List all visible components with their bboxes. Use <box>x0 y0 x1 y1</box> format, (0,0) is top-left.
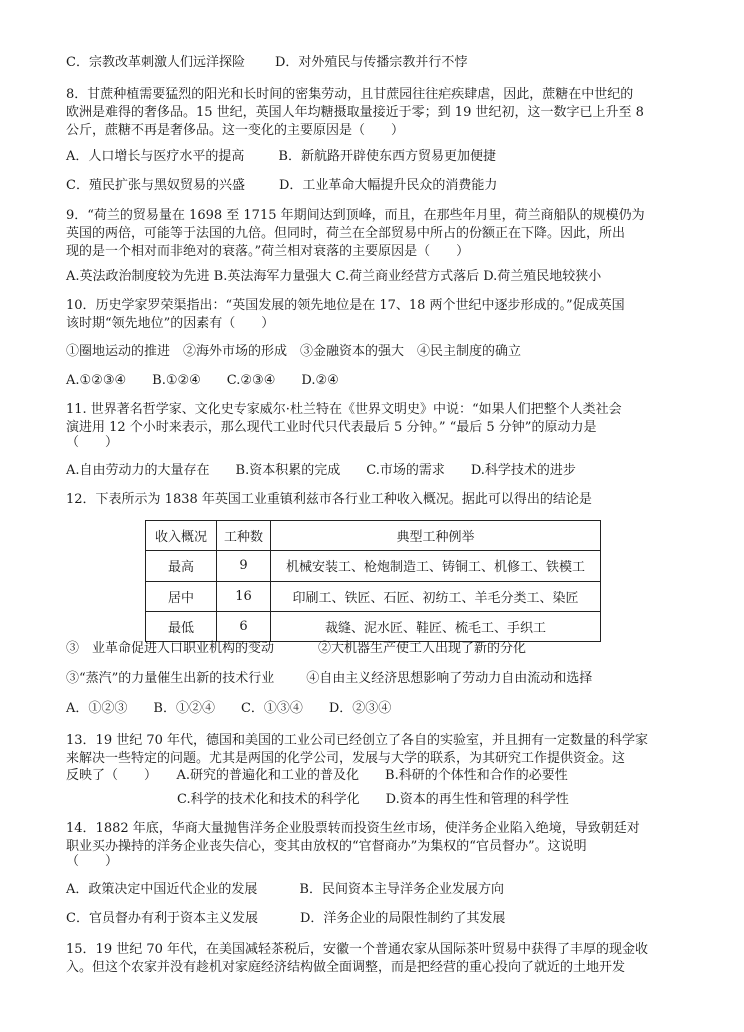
table-cell: 居中 <box>146 581 217 611</box>
statement-3: ③“蒸汽”的力量催生出新的技术行业 <box>66 671 275 686</box>
q12-statements-1 <box>66 640 526 658</box>
q15-stem-line2: 入。但这个农家并没有趁机对家庭经济结构做全面调整，而是把经营的重心投向了就近的土地开发 <box>66 960 626 975</box>
q8-options-cd <box>66 177 497 195</box>
statement-4: ④自由主义经济思想影响了劳动力自由流动和选择 <box>306 671 593 686</box>
income-table <box>145 520 601 642</box>
table-cell: 最低 <box>146 611 217 641</box>
q11-stem-line3: （ ） <box>66 435 119 450</box>
q8-stem-line2: 欧洲是难得的奢侈品。15 世纪，英国人年均糖摄取量接近于零；到 19 世纪初，这一数字已上升至 8 <box>66 105 644 120</box>
q13-stem-line2: 来解决一些特定的问题。尤其是两国的化学公司，发展与大学的联系，为其研究工作提供资金。这 <box>66 751 626 766</box>
table-cell: 9 <box>217 551 271 581</box>
q10-options: A.①②③④ B.①②④ C.②③④ D.②④ <box>66 373 339 388</box>
q9-stem-line3: 现的是一个相对而非绝对的衰落。”荷兰相对衰落的主要原因是（ ） <box>66 244 470 259</box>
q9-options: A.英法政治制度较为先进 B.英法海军力量强大 C.荷兰商业经营方式落后 D.荷兰殖民地较狭小 <box>66 269 602 284</box>
option-a: A．政策决定中国近代企业的发展 <box>66 882 258 897</box>
q11-stem-line2: 演进用 12 个小时来表示，那么现代工业时代只代表最后 5 分钟。” “最后 5 分钟”的原动力是 <box>66 420 597 435</box>
table-cell: 16 <box>217 581 271 611</box>
option-d: D．洋务企业的局限性制约了其发展 <box>299 911 506 926</box>
table-cell: 印刷工、铁匠、石匠、初纺工、羊毛分类工、染匠 <box>271 581 601 611</box>
q9-stem-line2: 英国的两倍，可能等于法国的九倍。但同时，荷兰在全部贸易中所占的份额正在下降。因此，所出 <box>66 226 626 241</box>
q9-stem-line1: 9．“荷兰的贸易量在 1698 至 1715 年期间达到顶峰，而且，在那些年月里，荷兰商船队的规模仍为 <box>66 208 645 223</box>
statement-1: ③ 业革命促进人口职业机构的变动 <box>66 641 275 656</box>
q14-stem-line2: 职业买办操持的洋务企业丧失信心，变其由放权的“官督商办”为集权的“官员督办”。这说明 <box>66 839 587 854</box>
header-income: 收入概况 <box>146 521 217 551</box>
option-c: C．宗教改革刺激人们远洋探险 <box>66 55 245 70</box>
q8-stem-line1: 8．甘蔗种植需要猛烈的阳光和长时间的密集劳动，且甘蔗园往往疟疾肆虐，因此，蔗糖在中世纪的 <box>66 87 634 102</box>
table-row <box>146 581 601 611</box>
option-d: D．对外殖民与传播宗教并行不悖 <box>274 55 468 70</box>
q14-options-cd <box>66 910 505 928</box>
q8-options-ab <box>66 148 496 166</box>
q13-stem-line3: 反映了（ ） A.研究的普遍化和工业的普及化 B.科研的个体性和合作的必要性 <box>66 768 568 783</box>
q11-stem-line1: 11. 世界著名哲学家、文化史专家威尔·杜兰特在《世界文明史》中说：“如果人们把整个人类社会 <box>66 402 622 417</box>
q7-options-cd <box>66 54 467 72</box>
table-header-row <box>146 521 601 551</box>
option-c: C．殖民扩张与黑奴贸易的兴盛 <box>66 178 245 193</box>
statement-2: ②大机器生产使工人出现了新的分化 <box>318 641 527 656</box>
q14-stem-line1: 14．1882 年底，华商大量抛售洋务企业股票转而投资生丝市场，使洋务企业陷入绝境，导致朝廷对 <box>66 821 640 836</box>
q10-stem-line2: 该时期“领先地位”的因素有（ ） <box>66 316 275 331</box>
q12-stem: 12．下表所示为 1838 年英国工业重镇利兹市各行业工种收入概况。据此可以得出的结论是 <box>66 492 592 507</box>
q11-options: A.自由劳动力的大量存在 B.资本积累的完成 C.市场的需求 D.科学技术的进步 <box>66 463 576 478</box>
q14-options-ab <box>66 881 504 899</box>
table-cell: 最高 <box>146 551 217 581</box>
table-cell: 机械安装工、枪炮制造工、铸铜工、机修工、铁模工 <box>271 551 601 581</box>
option-b: B．新航路开辟使东西方贸易更加便捷 <box>278 149 496 164</box>
q10-factors: ①圈地运动的推进 ②海外市场的形成 ③金融资本的强大 ④民主制度的确立 <box>66 344 522 359</box>
option-a: A．人口增长与医疗水平的提高 <box>66 149 245 164</box>
option-c: C．官员督办有利于资本主义发展 <box>66 911 258 926</box>
q13-stem-line1: 13．19 世纪 70 年代，德国和美国的工业公司已经创立了各自的实验室，并且拥有一定数量的科学家 <box>66 733 649 748</box>
q13-options-cd: C.科学的技术化和技术的科学化 D.资本的再生性和管理的科学性 <box>177 792 569 807</box>
option-b: B．民间资本主导洋务企业发展方向 <box>299 882 504 897</box>
q15-stem-line1: 15．19 世纪 70 年代，在美国减轻茶税后，安徽一个普通农家从国际茶叶贸易中获得了丰厚的现金收 <box>66 942 649 957</box>
option-d: D．工业革命大幅提升民众的消费能力 <box>278 178 498 193</box>
table-row <box>146 551 601 581</box>
header-examples: 典型工种例举 <box>271 521 601 551</box>
q12-statements-2 <box>66 670 592 688</box>
q10-stem-line1: 10．历史学家罗荣渠指出：“英国发展的领先地位是在 17、18 两个世纪中逐步形成的。”促成英国 <box>66 298 625 313</box>
table-row <box>146 611 601 641</box>
table-cell: 6 <box>217 611 271 641</box>
header-count: 工种数 <box>217 521 271 551</box>
q12-options: A．①②③ B．①②④ C．①③④ D．②③④ <box>66 701 392 716</box>
q14-stem-line3: （ ） <box>66 854 119 869</box>
table-cell: 裁缝、泥水匠、鞋匠、梳毛工、手织工 <box>271 611 601 641</box>
q8-stem-line3: 公斤，蔗糖不再是奢侈品。这一变化的主要原因是（ ） <box>66 123 405 138</box>
